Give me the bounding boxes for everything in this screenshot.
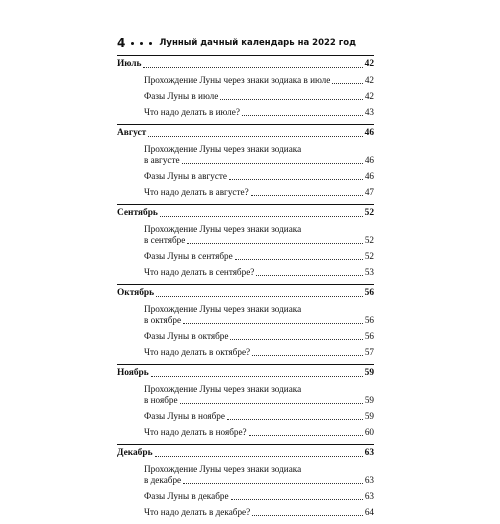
toc-entry[interactable]: [117, 411, 374, 422]
toc-entry[interactable]: [117, 464, 374, 486]
toc-entry[interactable]: [117, 171, 374, 182]
toc-entry-title-continued: в декабре: [144, 475, 182, 485]
toc-page-number: 46: [364, 155, 374, 165]
dot-leader: [227, 419, 363, 420]
toc-page-number: 52: [364, 208, 374, 218]
toc-month-title: Июль: [117, 59, 142, 69]
toc-page-number: 59: [364, 411, 374, 421]
page-number: 4: [117, 36, 126, 50]
toc-entry-title: Прохождение Луны через знаки зодиака в июле: [144, 75, 331, 85]
toc-month-title: Ноябрь: [117, 368, 149, 378]
toc-month-entry[interactable]: [117, 368, 374, 379]
toc-entry-title: Прохождение Луны через знаки зодиака: [144, 224, 302, 234]
dot-leader: [143, 67, 362, 68]
toc-entry-title: Что надо делать в декабре?: [144, 507, 251, 517]
toc-month-title: Октябрь: [117, 288, 155, 298]
table-of-contents: [117, 55, 374, 524]
toc-entry-title: Что надо делать в ноябре?: [144, 427, 247, 437]
toc-entry[interactable]: [117, 507, 374, 518]
toc-page-number: 46: [364, 171, 374, 181]
toc-month-entry[interactable]: [117, 448, 374, 459]
running-head: [117, 36, 356, 50]
toc-entry[interactable]: [117, 491, 374, 502]
dot-leader: [230, 339, 362, 340]
dot-leader: [235, 259, 363, 260]
toc-entry[interactable]: [117, 187, 374, 198]
toc-entry-title: Что надо делать в августе?: [144, 187, 249, 197]
toc-entry-title: Фазы Луны в декабре: [144, 491, 229, 501]
toc-entry[interactable]: [117, 107, 374, 118]
toc-month-entry[interactable]: [117, 59, 374, 70]
toc-entry-title: Что надо делать в июле?: [144, 107, 240, 117]
toc-entry-title: Прохождение Луны через знаки зодиака: [144, 384, 302, 394]
toc-page-number: 56: [364, 315, 374, 325]
toc-entry-title: Фазы Луны в октябре: [144, 331, 229, 341]
toc-section: [117, 284, 374, 358]
toc-entry[interactable]: [117, 347, 374, 358]
toc-entry[interactable]: [117, 384, 374, 406]
toc-page-number: 42: [364, 75, 374, 85]
toc-page-number: 59: [364, 395, 374, 405]
toc-month-entry[interactable]: [117, 128, 374, 139]
dot-leader: [249, 435, 363, 436]
dot-icon: [149, 42, 152, 45]
toc-page-number: 42: [364, 91, 374, 101]
toc-page-number: 43: [364, 107, 374, 117]
toc-entry-title-continued: в сентябре: [144, 235, 186, 245]
toc-entry-title: Фазы Луны в ноябре: [144, 411, 225, 421]
toc-page-number: 57: [364, 347, 374, 357]
toc-entry[interactable]: [117, 224, 374, 246]
toc-page-number: 53: [364, 267, 374, 277]
toc-entry-title-continued: в августе: [144, 155, 180, 165]
dot-leader: [252, 355, 363, 356]
dot-leader: [180, 403, 363, 404]
toc-section: [117, 444, 374, 518]
toc-entry[interactable]: [117, 304, 374, 326]
book-title: Лунный дачный календарь на 2022 год: [159, 38, 356, 48]
dot-leader: [251, 195, 363, 196]
toc-entry[interactable]: [117, 331, 374, 342]
dot-leader: [220, 99, 363, 100]
toc-page-number: 64: [364, 507, 374, 517]
toc-entry[interactable]: [117, 267, 374, 278]
toc-month-title: Август: [117, 128, 147, 138]
toc-entry[interactable]: [117, 91, 374, 102]
toc-entry-title: Фазы Луны в августе: [144, 171, 228, 181]
toc-page-number: 56: [364, 288, 374, 298]
decorative-dots: [131, 42, 152, 45]
dot-leader: [256, 275, 362, 276]
toc-entry[interactable]: [117, 427, 374, 438]
toc-entry[interactable]: [117, 75, 374, 86]
dot-leader: [156, 296, 363, 297]
toc-page-number: 46: [364, 128, 374, 138]
dot-leader: [332, 83, 362, 84]
toc-entry-title: Что надо делать в сентябре?: [144, 267, 255, 277]
toc-page-number: 63: [364, 475, 374, 485]
dot-leader: [229, 179, 363, 180]
toc-section: [117, 204, 374, 278]
toc-entry-title: Фазы Луны в сентябре: [144, 251, 233, 261]
toc-entry[interactable]: [117, 251, 374, 262]
toc-entry-title: Что надо делать в октябре?: [144, 347, 251, 357]
dot-icon: [140, 42, 143, 45]
toc-entry-title-continued: в октябре: [144, 315, 182, 325]
dot-leader: [148, 136, 362, 137]
toc-month-entry[interactable]: [117, 288, 374, 299]
toc-entry-title: Прохождение Луны через знаки зодиака: [144, 144, 302, 154]
dot-leader: [182, 163, 363, 164]
toc-month-title: Декабрь: [117, 448, 153, 458]
dot-leader: [183, 323, 363, 324]
dot-icon: [131, 42, 134, 45]
toc-month-entry[interactable]: [117, 208, 374, 219]
toc-entry[interactable]: [117, 144, 374, 166]
dot-leader: [160, 216, 363, 217]
toc-page-number: 56: [364, 331, 374, 341]
toc-page-number: 47: [364, 187, 374, 197]
dot-leader: [155, 456, 363, 457]
toc-month-title: Сентябрь: [117, 208, 158, 218]
toc-section: [117, 55, 374, 118]
toc-page-number: 63: [364, 448, 374, 458]
toc-page-number: 60: [364, 427, 374, 437]
toc-page-number: 59: [364, 368, 374, 378]
toc-section: [117, 364, 374, 438]
toc-entry-title: Прохождение Луны через знаки зодиака: [144, 464, 302, 474]
dot-leader: [187, 243, 363, 244]
toc-page-number: 52: [364, 251, 374, 261]
toc-page-number: 63: [364, 491, 374, 501]
toc-page-number: 52: [364, 235, 374, 245]
toc-entry-title: Фазы Луны в июле: [144, 91, 219, 101]
toc-page-number: 42: [364, 59, 374, 69]
toc-entry-title: Прохождение Луны через знаки зодиака: [144, 304, 302, 314]
dot-leader: [183, 483, 363, 484]
dot-leader: [252, 515, 363, 516]
toc-entry-title-continued: в ноябре: [144, 395, 178, 405]
dot-leader: [242, 115, 363, 116]
toc-section: [117, 124, 374, 198]
dot-leader: [151, 376, 363, 377]
